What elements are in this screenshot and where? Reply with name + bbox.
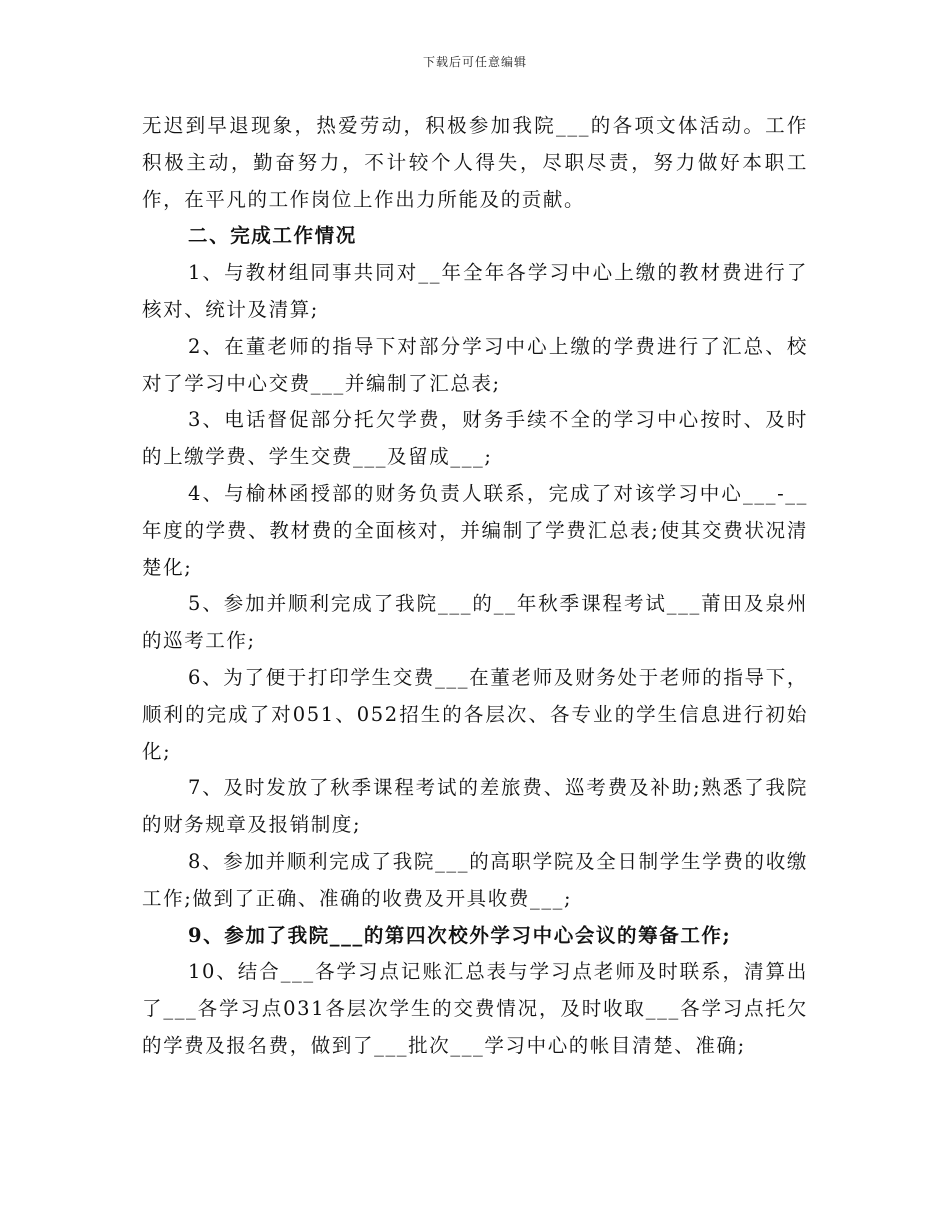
document-body [142,108,808,1065]
list-item: 2、在董老师的指导下对部分学习中心上缴的学费进行了汇总、校对了学习中心交费___并编制了汇总表; [142,334,808,395]
section-heading: 二、完成工作情况 [188,224,357,248]
list-item: 10、结合___各学习点记账汇总表与学习点老师及时联系，清算出了___各学习点031各层次学生的交费情况，及时收取___各学习点托欠的学费及报名费，做到了___批次___学习中心的帐目清楚、准确; [142,960,808,1057]
body-paragraph: 无迟到早退现象，热爱劳动，积极参加我院___的各项文体活动。工作积极主动，勤奋努力，不计较个人得失，尽职尽责，努力做好本职工作，在平凡的工作岗位上作出力所能及的贡献。 [142,114,808,211]
list-item: 7、及时发放了秋季课程考试的差旅费、巡考费及补助;熟悉了我院的财务规章及报销制度; [142,776,808,837]
list-item: 5、参加并顺利完成了我院___的__年秋季课程考试___莆田及泉州的巡考工作; [142,592,808,653]
list-item: 3、电话督促部分托欠学费，财务手续不全的学习中心按时、及时的上缴学费、学生交费___及留成___; [142,408,808,469]
list-item: 4、与榆林函授部的财务负责人联系，完成了对该学习中心___-__年度的学费、教材费的全面核对，并编制了学费汇总表;使其交费状况清楚化; [142,481,808,579]
list-item: 6、为了便于打印学生交费___在董老师及财务处于老师的指导下，顺利的完成了对051、052招生的各层次、各专业的学生信息进行初始化; [142,665,808,763]
list-item: 8、参加并顺利完成了我院___的高职学院及全日制学生学费的收缴工作;做到了正确、准确的收费及开具收费___; [142,849,808,910]
list-item-bold: 9、参加了我院___的第四次校外学习中心会议的筹备工作; [188,923,732,947]
list-item: 1、与教材组同事共同对__年全年各学习中心上缴的教材费进行了核对、统计及清算; [142,261,808,321]
page-header: 下载后可任意编辑 [422,55,527,69]
